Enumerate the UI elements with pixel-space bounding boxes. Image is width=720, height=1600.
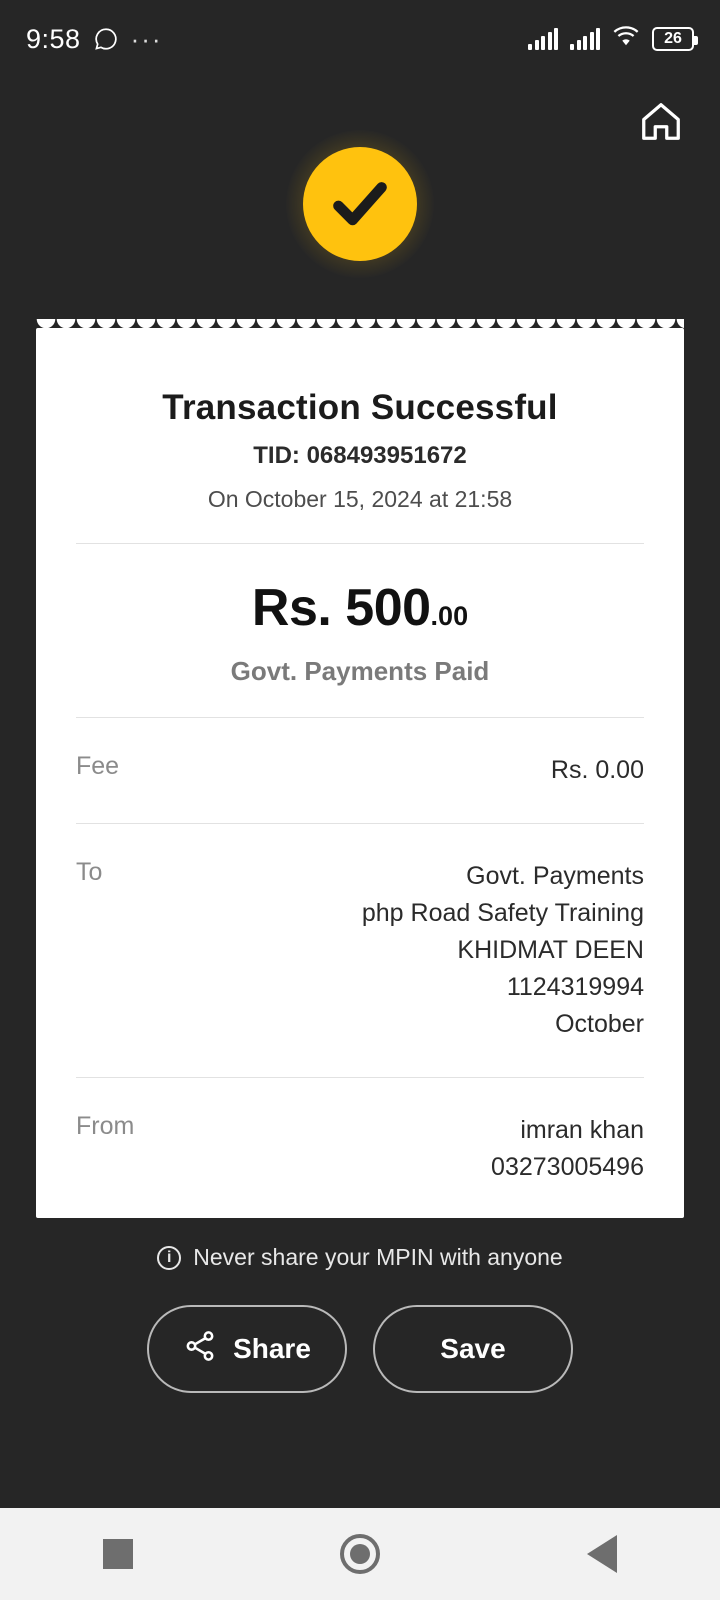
save-button[interactable]: [373, 1305, 573, 1393]
share-label: Share: [233, 1333, 311, 1364]
system-navigation-bar: [0, 1508, 720, 1600]
success-badge: [286, 130, 434, 278]
transaction-datetime: On October 15, 2024 at 21:58: [207, 486, 513, 512]
mpin-warning-text: Never share your MPIN with anyone: [193, 1244, 563, 1270]
row-value-line: Rs. 0.00: [550, 756, 644, 784]
amount-main: Rs. 500: [251, 579, 431, 637]
save-label: Save: [440, 1333, 506, 1364]
divider: [76, 543, 644, 544]
info-icon: i: [157, 1246, 181, 1270]
share-button[interactable]: [147, 1305, 347, 1393]
row-key: To: [76, 858, 103, 886]
back-triangle-icon[interactable]: [587, 1535, 617, 1573]
row-value-line: KHIDMAT DEEN: [457, 936, 644, 964]
signal-bars-icon-2: [570, 28, 600, 50]
table-row: [76, 854, 644, 1047]
status-time: 9:58: [26, 23, 81, 54]
row-value-line: October: [555, 1010, 644, 1038]
row-value: [551, 752, 644, 789]
recents-square-icon[interactable]: [103, 1539, 133, 1569]
row-value: [362, 858, 644, 1043]
divider: [76, 1077, 644, 1078]
row-value: [491, 1112, 644, 1186]
home-icon[interactable]: [638, 98, 684, 144]
mpin-warning: [0, 1244, 720, 1271]
row-key: From: [76, 1112, 135, 1140]
battery-indicator: 26: [652, 27, 694, 51]
transaction-id: TID: 068493951672: [253, 442, 467, 469]
page-title: Transaction Successful: [162, 388, 558, 427]
receipt-card: [36, 328, 684, 1218]
row-key: Fee: [76, 752, 120, 780]
row-value-line: Govt. Payments: [466, 862, 644, 890]
status-overflow-icon: ···: [130, 24, 163, 54]
home-circle-icon[interactable]: [340, 1534, 380, 1574]
share-icon: [183, 1329, 217, 1370]
header: [0, 78, 720, 328]
table-row: [76, 1108, 644, 1190]
wifi-icon: [612, 26, 640, 52]
row-value-line: 03273005496: [491, 1153, 644, 1181]
divider: [76, 717, 644, 718]
row-value-line: imran khan: [520, 1116, 644, 1144]
check-icon: [303, 147, 417, 261]
status-bar: [0, 0, 720, 78]
action-buttons: [0, 1305, 720, 1393]
row-value-line: php Road Safety Training: [361, 899, 644, 927]
whatsapp-icon: [93, 26, 119, 52]
amount-cents: .00: [430, 601, 469, 631]
amount: [76, 578, 644, 638]
amount-label: Govt. Payments Paid: [230, 656, 490, 686]
status-left: [26, 24, 163, 55]
status-right: [528, 26, 694, 52]
table-row: [76, 748, 644, 793]
row-value-line: 1124319994: [506, 973, 644, 1001]
signal-bars-icon: [528, 28, 558, 50]
receipt-scallop-edge: [36, 319, 684, 339]
divider: [76, 823, 644, 824]
